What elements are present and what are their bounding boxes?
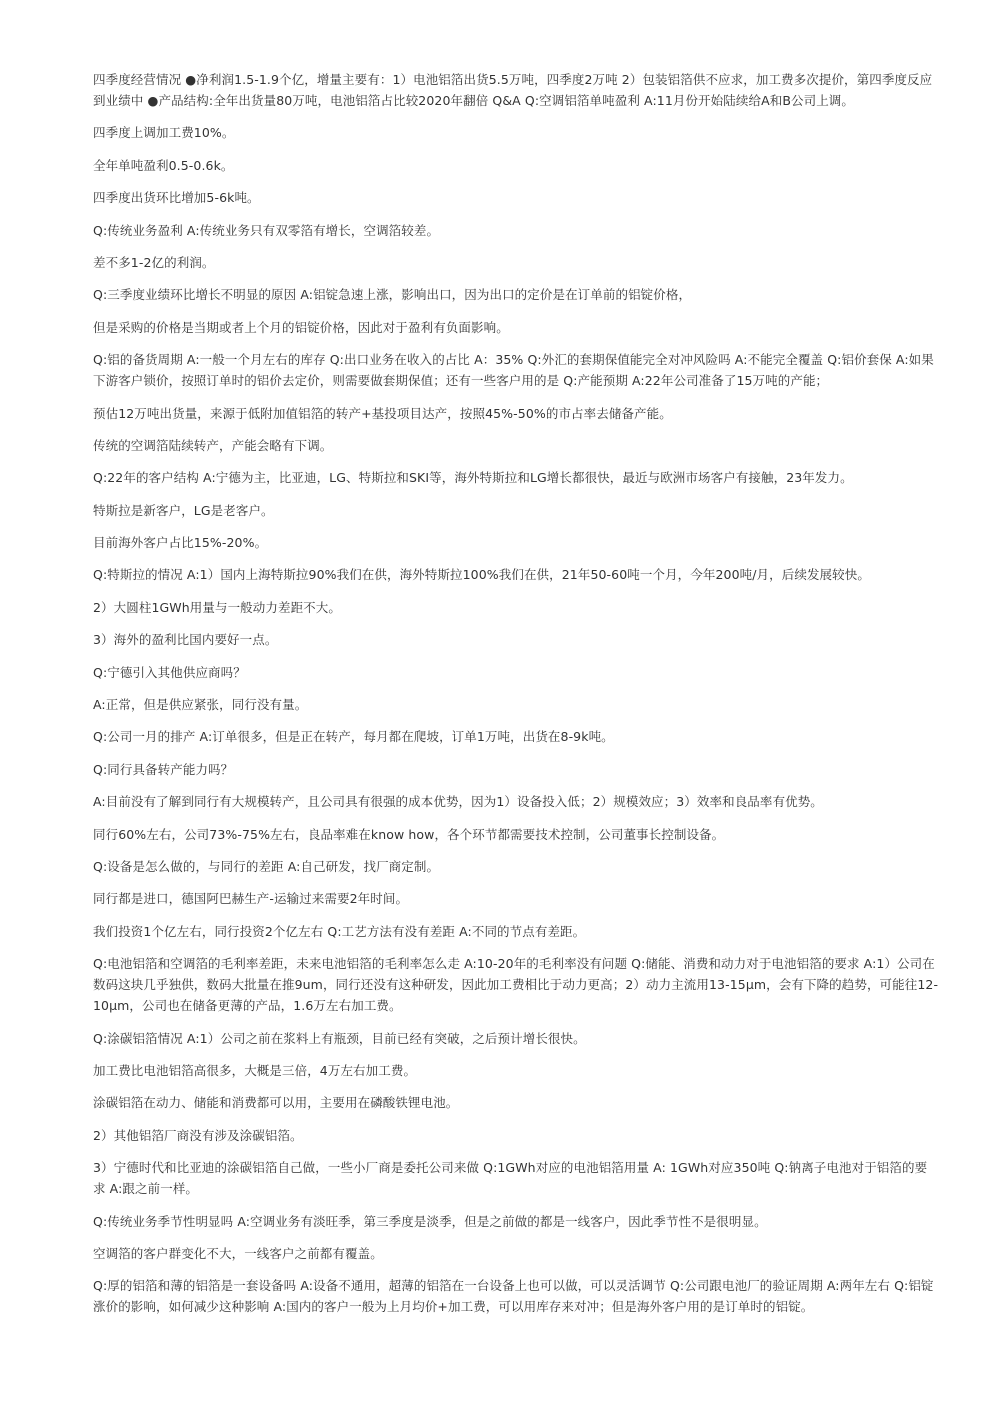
paragraph: Q:22年的客户结构 A:宁德为主，比亚迪，LG、特斯拉和SKI等，海外特斯拉和LG增长都很快，最近与欧洲市场客户有接触，23年发力。 [93, 470, 853, 486]
paragraph: 预估12万吨出货量，来源于低附加值铝箔的转产+基投项目达产，按照45%-50%的市占率去储备产能。 [93, 405, 672, 421]
paragraph: 四季度出货环比增加5-6k吨。 [93, 190, 260, 206]
paragraph: 加工费比电池铝箔高很多，大概是三倍，4万左右加工费。 [93, 1062, 417, 1078]
paragraph: 涂碳铝箔在动力、储能和消费都可以用，主要用在磷酸铁锂电池。 [93, 1095, 459, 1111]
paragraph: 3）宁德时代和比亚迪的涂碳铝箔自己做，一些小厂商是委托公司来做 Q:1GWh对应的电池铝箔用量 A: 1GWh对应350吨 Q:钠离子电池对于铝箔的要求 A:跟之前一样。 [93, 1160, 928, 1197]
paragraph: 空调箔的客户群变化不大，一线客户之前都有覆盖。 [93, 1245, 383, 1261]
paragraph: Q:涂碳铝箔情况 A:1）公司之前在浆料上有瓶颈，目前已经有突破，之后预计增长很快。 [93, 1030, 586, 1046]
paragraph: 特斯拉是新客户，LG是老客户。 [93, 502, 274, 518]
paragraph: Q:厚的铝箔和薄的铝箔是一套设备吗 A:设备不通用，超薄的铝箔在一台设备上也可以做，可以灵活调节 Q:公司跟电池厂的验证周期 A:两年左右 Q:铝锭涨价的影响，如何减少这种影响 A:国内的客户一般为上月均价+加工费，可以用库存来对冲；但是海外客户用的是订单时的铝锭。 [93, 1278, 934, 1315]
paragraph: 传统的空调箔陆续转产，产能会略有下调。 [93, 437, 333, 453]
paragraph: Q:传统业务盈利 A:传统业务只有双零箔有增长，空调箔较差。 [93, 222, 440, 238]
paragraph: 3）海外的盈利比国内要好一点。 [93, 632, 278, 648]
paragraph-q4-overview: 四季度经营情况 ●净利润1.5-1.9个亿，增量主要有：1）电池铝箔出货5.5万吨，四季度2万吨 2）包装铝箔供不应求，加工费多次提价，第四季度反应到业绩中 ●产品结构:全年出货量80万吨，电池铝箔占比较2020年翻倍 Q&A Q:空调铝箔单吨盈利 A:11月份开始陆续给A和B公司上调。 [93, 72, 933, 108]
paragraph: 但是采购的价格是当期或者上个月的铝锭价格，因此对于盈利有负面影响。 [93, 319, 509, 335]
paragraph: Q:设备是怎么做的，与同行的差距 A:自己研发，找厂商定制。 [93, 858, 440, 874]
paragraph: 2）大圆柱1GWh用量与一般动力差距不大。 [93, 599, 341, 615]
paragraph: 同行都是进口，德国阿巴赫生产-运输过来需要2年时间。 [93, 891, 409, 907]
paragraph: 四季度上调加工费10%。 [93, 125, 235, 141]
document-body [93, 69, 939, 1329]
paragraph: Q:三季度业绩环比增长不明显的原因 A:铝锭急速上涨，影响出口，因为出口的定价是在订单前的铝锭价格， [93, 287, 692, 303]
paragraph: 同行60%左右，公司73%-75%左右，良品率难在know how，各个环节都需要技术控制，公司董事长控制设备。 [93, 826, 725, 842]
paragraph: 全年单吨盈利0.5-0.6k。 [93, 157, 234, 173]
paragraph: A:正常，但是供应紧张，同行没有量。 [93, 697, 308, 713]
paragraph: 差不多1-2亿的利润。 [93, 254, 215, 270]
paragraph: 我们投资1个亿左右，同行投资2个亿左右 Q:工艺方法有没有差距 A:不同的节点有差距。 [93, 923, 586, 939]
paragraph: Q:电池铝箔和空调箔的毛利率差距，未来电池铝箔的毛利率怎么走 A:10-20年的毛利率没有问题 Q:储能、消费和动力对于电池铝箔的要求 A:1）公司在数码这块几乎独供，数码大批量在推9um，同行还没有这种研发，因此加工费相比于动力更高；2）动力主流用13-15μm，会有下降的趋势，可能往12-10μm，公司也在储备更薄的产品，1.6万左右加工费。 [93, 956, 939, 1014]
paragraph: Q:特斯拉的情况 A:1）国内上海特斯拉90%我们在供，海外特斯拉100%我们在供，21年50-60吨一个月，今年200吨/月，后续发展较快。 [93, 567, 870, 583]
paragraph: A:目前没有了解到同行有大规模转产，且公司具有很强的成本优势，因为1）设备投入低；2）规模效应；3）效率和良品率有优势。 [93, 794, 823, 810]
paragraph: Q:同行具备转产能力吗？ [93, 761, 234, 777]
paragraph: Q:传统业务季节性明显吗 A:空调业务有淡旺季，第三季度是淡季，但是之前做的都是一线客户，因此季节性不是很明显。 [93, 1213, 767, 1229]
paragraph: Q:公司一月的排产 A:订单很多，但是正在转产，每月都在爬坡，订单1万吨，出货在8-9k吨。 [93, 729, 614, 745]
paragraph: 目前海外客户占比15%-20%。 [93, 535, 268, 551]
paragraph: Q:铝的备货周期 A:一般一个月左右的库存 Q:出口业务在收入的占比 A：35% Q:外汇的套期保值能完全对冲风险吗 A:不能完全覆盖 Q:铝价套保 A:如果下游客户锁价，按照订单时的铝价去定价，则需要做套期保值；还有一些客户用的是 Q:产能预期 A:22年公司准备了15万吨的产能； [93, 352, 934, 389]
paragraph: Q:宁德引入其他供应商吗？ [93, 664, 246, 680]
paragraph: 2）其他铝箔厂商没有涉及涂碳铝箔。 [93, 1127, 303, 1143]
